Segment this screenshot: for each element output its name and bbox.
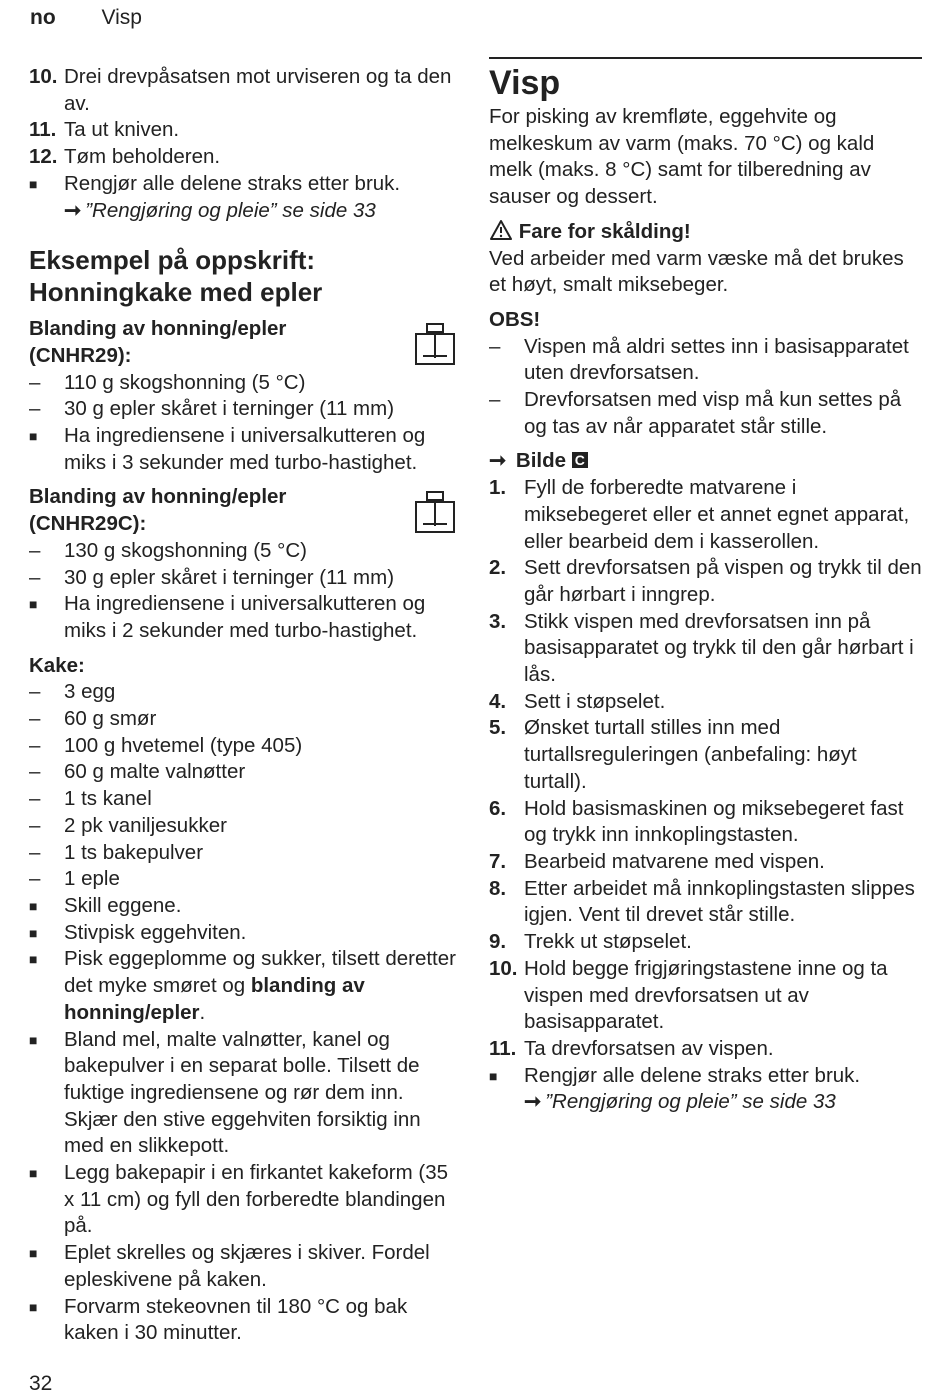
ingredient-text: 100 g hvetemel (type 405)	[64, 733, 303, 757]
bullet-text: Bland mel, malte valnøtter, kanel og bakepulver i en separat bolle. Tilsett de fuktige ingrediensene og rør dem inn. Skjær den stive eggehviten forsiktig inn med en slikkepott.	[64, 1027, 421, 1158]
dash-marker: –	[29, 813, 41, 837]
bullet-item	[29, 1294, 459, 1347]
step-text: Hold basismaskinen og miksebegeret fast og trykk inn innkoplingstasten.	[524, 796, 904, 847]
step-number: 10.	[29, 65, 58, 88]
step-number: 5.	[489, 716, 507, 740]
obs-heading: OBS!	[489, 307, 541, 331]
universal-cutter-icon	[413, 490, 457, 534]
dash-marker: –	[489, 388, 501, 412]
right-column	[489, 64, 923, 1116]
bullet-item	[29, 423, 459, 476]
bullet-text-part: .	[199, 1000, 206, 1024]
step-item	[29, 64, 459, 117]
section-rule	[489, 57, 922, 59]
obs-text: Drevforsatsen med visp må kun settes på og tas av når apparatet står stille.	[524, 388, 902, 438]
ingredient-text: 130 g skogshonning (5 °C)	[64, 538, 307, 562]
ingredient-item	[29, 679, 459, 706]
dash-marker: –	[29, 760, 41, 784]
left-column	[29, 64, 459, 1347]
bullet-text	[64, 946, 459, 1026]
ingredient-text: 60 g smør	[64, 707, 157, 731]
ingredient-item	[29, 759, 459, 786]
section-name: Visp	[101, 6, 142, 29]
step-text: Ta drevforsatsen av vispen.	[524, 1036, 774, 1060]
bullet-text: Ha ingrediensene i universalkutteren og miks i 3 sekunder med turbo-hastighet.	[64, 424, 426, 474]
step-number: 12.	[29, 145, 58, 169]
step-text: Sett i støpselet.	[524, 689, 666, 713]
arrow-right-icon: ➞	[489, 449, 507, 473]
warning-title: Fare for skålding!	[518, 219, 691, 243]
ingredient-text: 60 g malte valnøtter	[64, 760, 246, 784]
dash-marker: –	[29, 840, 41, 864]
bullet-item	[29, 1027, 459, 1161]
bullet-text-part: Pisk eggeplomme og sukker, tilsett deretter det myke smøret og	[64, 947, 456, 998]
ingredient-item	[29, 866, 459, 893]
obs-item	[489, 387, 923, 440]
step-item	[489, 1036, 923, 1063]
bullet-item	[29, 1160, 459, 1240]
page-header	[30, 6, 142, 30]
step-item	[489, 796, 923, 849]
ingredient-text: 30 g epler skåret i terninger (11 mm)	[64, 397, 395, 421]
step-number: 6.	[489, 796, 507, 820]
bullet-text: Skill eggene.	[64, 893, 182, 917]
arrow-right-icon: ➞	[524, 1090, 542, 1114]
square-bullet-icon: ■	[29, 596, 38, 613]
figure-letter-badge: C	[572, 452, 588, 468]
ingredient-text: 3 egg	[64, 680, 116, 704]
ingredient-text: 30 g epler skåret i terninger (11 mm)	[64, 565, 395, 589]
step-text: Tøm beholderen.	[64, 145, 221, 169]
warning-triangle-icon	[489, 219, 513, 241]
language-code: no	[30, 6, 56, 29]
intro-text: For pisking av kremfløte, eggehvite og melkeskum av varm (maks. 70 °C) og kald melk (maks. 8 °C) samt for tilberedning av sauser og dessert.	[489, 105, 875, 209]
page-number: 32	[29, 1372, 53, 1395]
step-text: Hold begge frigjøringstastene inne og ta vispen med drevforsatsen ut av basisapparatet.	[524, 956, 888, 1034]
square-bullet-icon: ■	[29, 951, 38, 968]
square-bullet-icon: ■	[29, 897, 38, 914]
step-number: 8.	[489, 876, 507, 900]
step-text: Fyll de forberedte matvarene i miksebegeret eller et annet egnet apparat, eller bearbeid dem i kasserollen.	[524, 476, 910, 553]
cake-title: Kake:	[29, 653, 85, 677]
step-number: 10.	[489, 956, 518, 980]
step-number: 4.	[489, 689, 507, 713]
section-title: Visp	[489, 64, 561, 102]
bullet-item	[29, 591, 459, 644]
step-number: 11.	[29, 118, 57, 142]
ingredient-text: 2 pk vaniljesukker	[64, 813, 227, 837]
reference-text: ”Rengjøring og pleie” se side 33	[545, 1090, 836, 1114]
bullet-text-bold: blanding av honning/epler	[64, 974, 365, 1024]
bullet-text: Forvarm stekeovnen til 180 °C og bak kaken i 30 minutter.	[64, 1294, 408, 1345]
mix2-title-text: Blanding av honning/epler (CNHR29C):	[29, 485, 287, 536]
dash-marker: –	[29, 397, 41, 421]
step-text: Stikk vispen med drevforsatsen inn på basisapparatet og trykk til den går hørbart i lås.	[524, 609, 914, 687]
step-number: 11.	[489, 1036, 517, 1060]
ingredient-item	[29, 840, 459, 867]
bullet-text: Legg bakepapir i en firkantet kakeform (35 x 11 cm) og fyll den forberedte blandingen på.	[64, 1161, 449, 1238]
ingredient-item	[29, 396, 459, 423]
step-text: Ta ut kniven.	[64, 118, 180, 142]
step-item	[29, 117, 459, 144]
dash-marker: –	[29, 538, 41, 562]
step-text: Etter arbeidet må innkoplingstasten slippes igjen. Vent til drevet står stille.	[524, 876, 915, 927]
step-item	[29, 144, 459, 171]
warning-text: Ved arbeider med varm væske må det brukes et høyt, smalt miksebeger.	[489, 246, 904, 297]
square-bullet-icon: ■	[489, 1067, 498, 1084]
square-bullet-icon: ■	[29, 1245, 38, 1262]
step-number: 7.	[489, 849, 507, 873]
step-number: 3.	[489, 609, 507, 633]
ingredient-item	[29, 370, 459, 397]
bullet-text: Stivpisk eggehviten.	[64, 920, 247, 944]
bullet-item	[29, 893, 459, 920]
step-item	[489, 555, 923, 608]
step-text: Drei drevpåsatsen mot urviseren og ta den av.	[64, 65, 452, 115]
bullet-text: Rengjør alle delene straks etter bruk.	[524, 1063, 861, 1087]
step-item	[489, 475, 923, 555]
ingredient-text: 1 ts kanel	[64, 787, 152, 811]
mix2-title	[29, 484, 459, 537]
square-bullet-icon: ■	[29, 1031, 38, 1048]
ingredient-text: 1 eple	[64, 867, 120, 891]
square-bullet-icon: ■	[29, 175, 38, 192]
square-bullet-icon: ■	[29, 1165, 38, 1182]
step-text: Sett drevforsatsen på vispen og trykk til den går hørbart i inngrep.	[524, 556, 922, 606]
universal-cutter-icon	[413, 322, 457, 366]
ingredient-item	[29, 706, 459, 733]
warning-heading	[489, 219, 923, 246]
dash-marker: –	[29, 680, 41, 704]
ingredient-item	[29, 786, 459, 813]
dash-marker: –	[29, 707, 41, 731]
step-item	[489, 876, 923, 929]
figure-label: Bilde	[515, 449, 567, 473]
step-item	[489, 849, 923, 876]
step-item	[489, 929, 923, 956]
step-item	[489, 609, 923, 689]
obs-item	[489, 334, 923, 387]
step-item	[489, 956, 923, 1036]
reference-text: ”Rengjøring og pleie” se side 33	[85, 198, 376, 222]
bullet-item	[29, 946, 459, 1026]
bullet-text: Eplet skrelles og skjæres i skiver. Fordel epleskivene på kaken.	[64, 1241, 430, 1291]
step-text: Trekk ut støpselet.	[524, 930, 692, 954]
bullet-text: Ha ingrediensene i universalkutteren og miks i 2 sekunder med turbo-hastighet.	[64, 592, 426, 642]
bullet-item	[29, 1240, 459, 1293]
ingredient-item	[29, 733, 459, 760]
ingredient-item	[29, 565, 459, 592]
square-bullet-icon: ■	[29, 1298, 38, 1315]
bullet-item	[489, 1063, 923, 1090]
step-text: Bearbeid matvarene med vispen.	[524, 849, 825, 873]
square-bullet-icon: ■	[29, 924, 38, 941]
dash-marker: –	[29, 733, 41, 757]
recipe-title: Eksempel på oppskrift: Honningkake med epler	[29, 245, 323, 308]
square-bullet-icon: ■	[29, 428, 38, 445]
bullet-text: Rengjør alle delene straks etter bruk.	[64, 171, 401, 195]
dash-marker: –	[29, 867, 41, 891]
cross-reference	[489, 1089, 923, 1116]
bullet-item	[29, 171, 459, 198]
obs-text: Vispen må aldri settes inn i basisapparatet uten drevforsatsen.	[524, 334, 909, 385]
ingredient-text: 1 ts bakepulver	[64, 840, 204, 864]
dash-marker: –	[29, 787, 41, 811]
ingredient-item	[29, 538, 459, 565]
mix1-title	[29, 316, 459, 369]
step-text: Ønsket turtall stilles inn med turtallsreguleringen (anbefaling: høyt turtall).	[524, 716, 857, 793]
step-item	[489, 715, 923, 795]
dash-marker: –	[29, 565, 41, 589]
dash-marker: –	[29, 370, 41, 394]
step-item	[489, 689, 923, 716]
step-number: 1.	[489, 476, 507, 500]
step-number: 2.	[489, 556, 507, 580]
step-number: 9.	[489, 930, 507, 954]
arrow-right-icon: ➞	[64, 198, 82, 222]
figure-reference	[489, 448, 923, 475]
cross-reference	[29, 198, 459, 225]
ingredient-text: 110 g skogshonning (5 °C)	[64, 370, 306, 394]
ingredient-item	[29, 813, 459, 840]
mix1-title-text: Blanding av honning/epler (CNHR29):	[29, 317, 287, 367]
bullet-item	[29, 920, 459, 947]
dash-marker: –	[489, 334, 501, 358]
